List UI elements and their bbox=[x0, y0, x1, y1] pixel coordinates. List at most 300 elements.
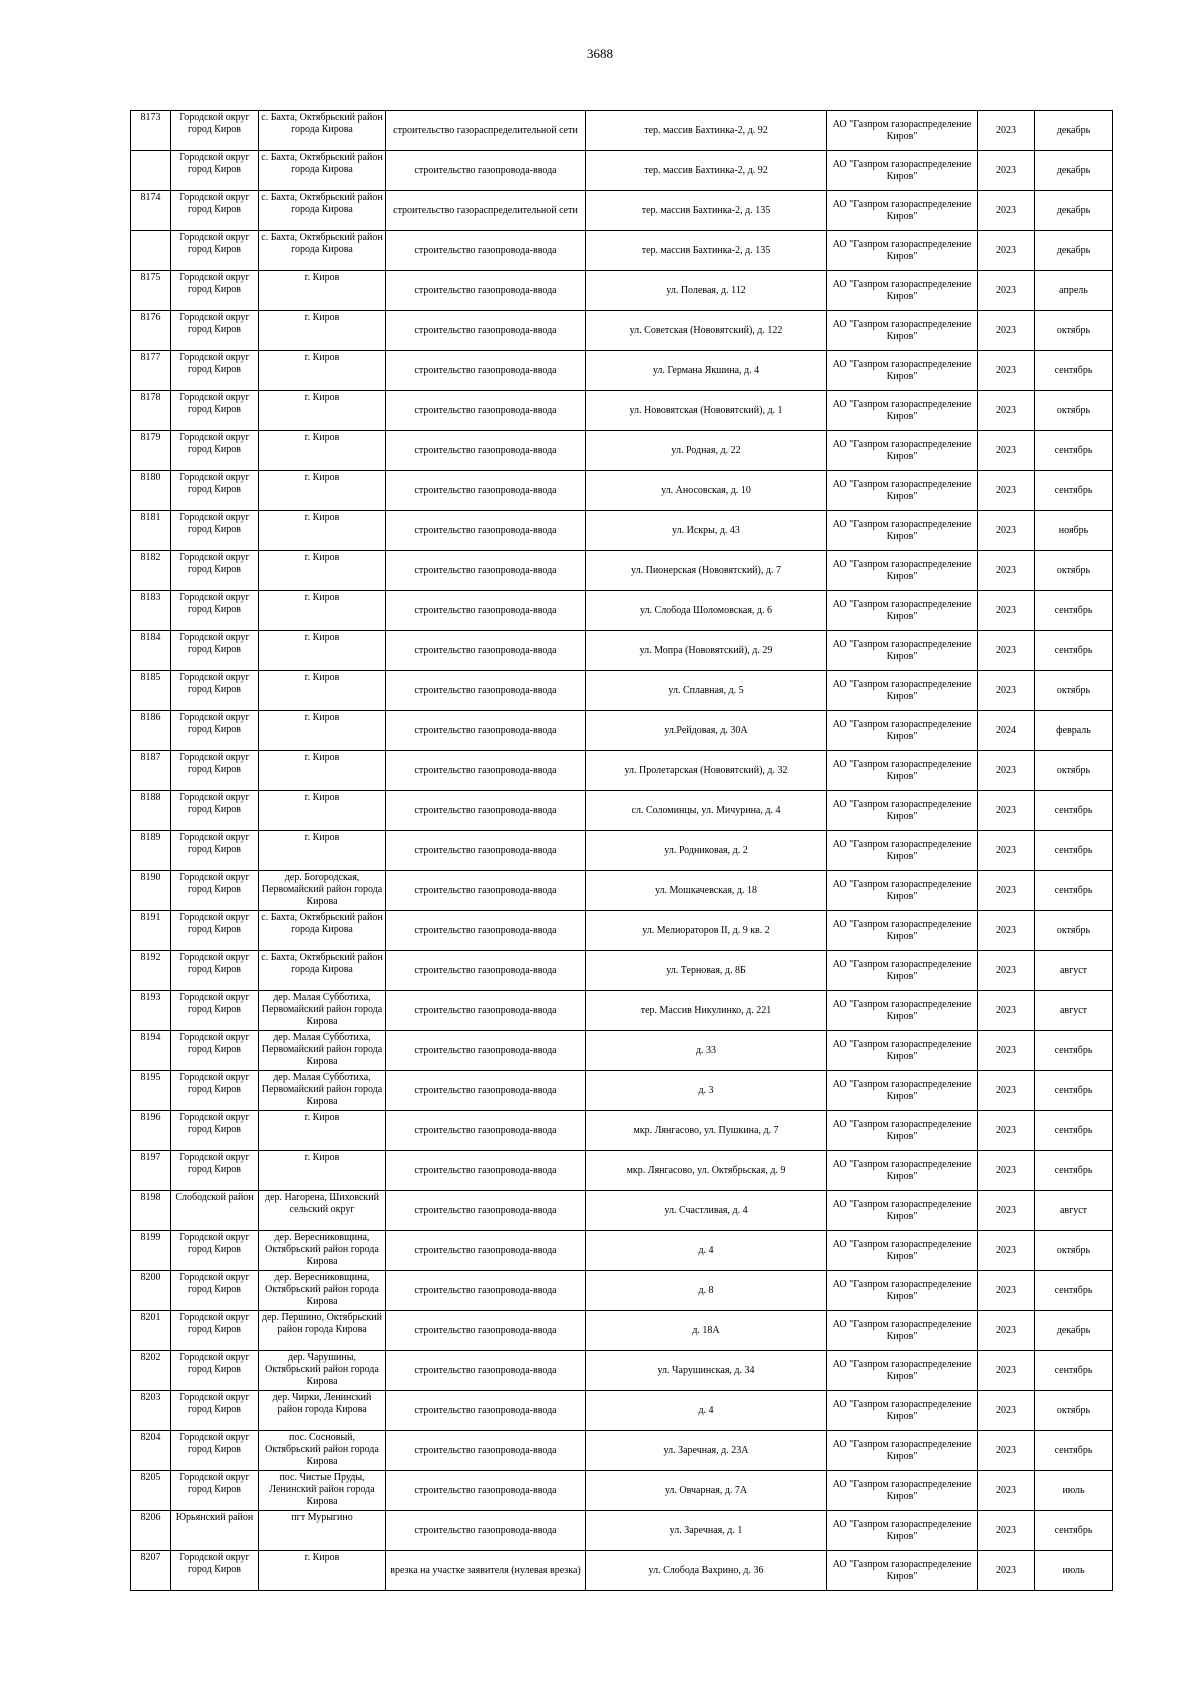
year-cell-text: 2023 bbox=[996, 324, 1016, 336]
locality-cell-text: г. Киров bbox=[304, 552, 340, 563]
row-number-text: 8182 bbox=[140, 552, 161, 563]
work-type-cell-text: строительство газопровода-ввода bbox=[414, 404, 557, 416]
organization-cell-text: АО "Газпром газораспределение Киров" bbox=[832, 1238, 972, 1262]
municipality-cell bbox=[171, 471, 259, 511]
municipality-cell bbox=[171, 1391, 259, 1431]
work-type-cell bbox=[386, 471, 586, 511]
year-cell-text: 2023 bbox=[996, 1284, 1016, 1296]
organization-cell-text: АО "Газпром газораспределение Киров" bbox=[832, 1558, 972, 1582]
row-number-text: 8198 bbox=[140, 1192, 161, 1203]
work-type-cell-text: строительство газопровода-ввода bbox=[414, 324, 557, 336]
municipality-cell bbox=[171, 1271, 259, 1311]
organization-cell bbox=[827, 1271, 978, 1311]
locality-cell-text: с. Бахта, Октябрьский район города Кирова bbox=[261, 152, 383, 175]
year-cell bbox=[978, 1071, 1035, 1111]
organization-cell-text: АО "Газпром газораспределение Киров" bbox=[832, 1318, 972, 1342]
year-cell-text: 2023 bbox=[996, 644, 1016, 656]
locality-cell-text: с. Бахта, Октябрьский район города Кирова bbox=[261, 192, 383, 215]
work-type-cell-text: строительство газопровода-ввода bbox=[414, 764, 557, 776]
locality-cell-text: с. Бахта, Октябрьский район города Кирова bbox=[261, 912, 383, 935]
row-number-text: 8200 bbox=[140, 1272, 161, 1283]
month-cell-text: август bbox=[1059, 964, 1088, 976]
address-cell bbox=[586, 1191, 827, 1231]
month-cell-text: декабрь bbox=[1056, 204, 1091, 216]
work-type-cell-text: строительство газопровода-ввода bbox=[414, 1404, 557, 1416]
locality-cell bbox=[259, 151, 386, 191]
year-cell bbox=[978, 991, 1035, 1031]
work-type-cell bbox=[386, 191, 586, 231]
row-number bbox=[131, 191, 171, 231]
organization-cell-text: АО "Газпром газораспределение Киров" bbox=[832, 1078, 972, 1102]
year-cell-text: 2023 bbox=[996, 964, 1016, 976]
organization-cell bbox=[827, 1511, 978, 1551]
address-cell bbox=[586, 631, 827, 671]
address-cell bbox=[586, 791, 827, 831]
address-cell-text: ул. Мелиораторов II, д. 9 кв. 2 bbox=[642, 924, 770, 936]
organization-cell bbox=[827, 951, 978, 991]
row-number bbox=[131, 1151, 171, 1191]
municipality-cell bbox=[171, 151, 259, 191]
locality-cell bbox=[259, 911, 386, 951]
address-cell-text: ул. Слобода Шоломовская, д. 6 bbox=[639, 604, 773, 616]
work-type-cell-text: строительство газопровода-ввода bbox=[414, 1204, 557, 1216]
municipality-cell-text: Городской округ город Киров bbox=[179, 952, 250, 975]
municipality-cell bbox=[171, 991, 259, 1031]
locality-cell bbox=[259, 1151, 386, 1191]
municipality-cell-text: Городской округ город Киров bbox=[179, 1432, 250, 1455]
organization-cell bbox=[827, 311, 978, 351]
month-cell bbox=[1035, 1071, 1113, 1111]
municipality-cell bbox=[171, 791, 259, 831]
work-type-cell-text: строительство газопровода-ввода bbox=[414, 1164, 557, 1176]
locality-cell-text: пос. Чистые Пруды, Ленинский район города Кирова bbox=[269, 1472, 375, 1507]
month-cell-text: сентябрь bbox=[1054, 884, 1093, 896]
locality-cell bbox=[259, 551, 386, 591]
address-cell-text: ул. Советская (Нововятский), д. 122 bbox=[629, 324, 783, 336]
organization-cell bbox=[827, 511, 978, 551]
table-row bbox=[131, 711, 1113, 751]
municipality-cell bbox=[171, 951, 259, 991]
address-cell-text: тер. массив Бахтинка-2, д. 135 bbox=[641, 244, 771, 256]
year-cell-text: 2023 bbox=[996, 1164, 1016, 1176]
year-cell-text: 2023 bbox=[996, 764, 1016, 776]
municipality-cell-text: Городской округ город Киров bbox=[179, 792, 250, 815]
work-type-cell-text: строительство газопровода-ввода bbox=[414, 844, 557, 856]
row-number-text: 8187 bbox=[140, 752, 161, 763]
work-type-cell bbox=[386, 1191, 586, 1231]
table-row bbox=[131, 1191, 1113, 1231]
address-cell bbox=[586, 511, 827, 551]
address-cell bbox=[586, 431, 827, 471]
month-cell bbox=[1035, 911, 1113, 951]
row-number-text: 8204 bbox=[140, 1432, 161, 1443]
organization-cell-text: АО "Газпром газораспределение Киров" bbox=[832, 438, 972, 462]
address-cell-text: мкр. Лянгасово, ул. Пушкина, д. 7 bbox=[633, 1124, 779, 1136]
municipality-cell bbox=[171, 111, 259, 151]
organization-cell bbox=[827, 1311, 978, 1351]
municipality-cell bbox=[171, 311, 259, 351]
municipality-cell-text: Городской округ город Киров bbox=[179, 192, 250, 215]
address-cell bbox=[586, 1471, 827, 1511]
table-row bbox=[131, 631, 1113, 671]
address-cell bbox=[586, 551, 827, 591]
year-cell bbox=[978, 1351, 1035, 1391]
row-number bbox=[131, 1551, 171, 1591]
month-cell-text: декабрь bbox=[1056, 164, 1091, 176]
table-row bbox=[131, 1231, 1113, 1271]
municipality-cell bbox=[171, 231, 259, 271]
organization-cell-text: АО "Газпром газораспределение Киров" bbox=[832, 1358, 972, 1382]
work-type-cell bbox=[386, 1311, 586, 1351]
organization-cell-text: АО "Газпром газораспределение Киров" bbox=[832, 358, 972, 382]
month-cell bbox=[1035, 751, 1113, 791]
address-cell-text: ул. Терновая, д. 8Б bbox=[666, 964, 746, 976]
month-cell-text: октябрь bbox=[1056, 1244, 1091, 1256]
municipality-cell-text: Городской округ город Киров bbox=[179, 232, 250, 255]
month-cell-text: август bbox=[1059, 1204, 1088, 1216]
year-cell-text: 2023 bbox=[996, 1564, 1016, 1576]
page-number: 3688 bbox=[587, 46, 613, 61]
municipality-cell bbox=[171, 351, 259, 391]
organization-cell bbox=[827, 871, 978, 911]
municipality-cell-text: Городской округ город Киров bbox=[179, 272, 250, 295]
table-body bbox=[131, 111, 1113, 1591]
organization-cell bbox=[827, 671, 978, 711]
row-number-text: 8206 bbox=[140, 1512, 161, 1523]
month-cell-text: апрель bbox=[1059, 284, 1088, 296]
address-cell bbox=[586, 191, 827, 231]
work-type-cell-text: строительство газопровода-ввода bbox=[414, 1044, 557, 1056]
row-number bbox=[131, 1031, 171, 1071]
month-cell-text: октябрь bbox=[1056, 324, 1091, 336]
address-cell bbox=[586, 831, 827, 871]
organization-cell bbox=[827, 1031, 978, 1071]
organization-cell bbox=[827, 391, 978, 431]
organization-cell-text: АО "Газпром газораспределение Киров" bbox=[832, 598, 972, 622]
row-number bbox=[131, 1431, 171, 1471]
year-cell-text: 2023 bbox=[996, 1364, 1016, 1376]
locality-cell bbox=[259, 1031, 386, 1071]
municipality-cell bbox=[171, 1031, 259, 1071]
locality-cell bbox=[259, 1351, 386, 1391]
work-type-cell bbox=[386, 1031, 586, 1071]
municipality-cell bbox=[171, 511, 259, 551]
locality-cell bbox=[259, 991, 386, 1031]
municipality-cell-text: Юрьянский район bbox=[175, 1512, 254, 1523]
address-cell bbox=[586, 151, 827, 191]
municipality-cell bbox=[171, 1311, 259, 1351]
row-number bbox=[131, 711, 171, 751]
work-type-cell-text: строительство газопровода-ввода bbox=[414, 804, 557, 816]
organization-cell bbox=[827, 711, 978, 751]
table-row bbox=[131, 831, 1113, 871]
municipality-cell-text: Городской округ город Киров bbox=[179, 1232, 250, 1255]
municipality-cell-text: Городской округ город Киров bbox=[179, 152, 250, 175]
month-cell bbox=[1035, 791, 1113, 831]
month-cell-text: сентябрь bbox=[1054, 604, 1093, 616]
address-cell-text: тер. массив Бахтинка-2, д. 135 bbox=[641, 204, 771, 216]
month-cell bbox=[1035, 231, 1113, 271]
month-cell bbox=[1035, 831, 1113, 871]
row-number bbox=[131, 591, 171, 631]
municipality-cell bbox=[171, 391, 259, 431]
municipality-cell-text: Городской округ город Киров bbox=[179, 1152, 250, 1175]
organization-cell bbox=[827, 351, 978, 391]
month-cell-text: сентябрь bbox=[1054, 1084, 1093, 1096]
municipality-cell-text: Городской округ город Киров bbox=[179, 672, 250, 695]
address-cell-text: ул. Искры, д. 43 bbox=[672, 524, 740, 536]
address-cell-text: ул. Сплавная, д. 5 bbox=[668, 684, 744, 696]
month-cell bbox=[1035, 191, 1113, 231]
locality-cell bbox=[259, 391, 386, 431]
municipality-cell bbox=[171, 1471, 259, 1511]
organization-cell bbox=[827, 1111, 978, 1151]
month-cell-text: сентябрь bbox=[1054, 804, 1093, 816]
year-cell-text: 2023 bbox=[996, 1524, 1016, 1536]
municipality-cell-text: Городской округ город Киров bbox=[179, 432, 250, 455]
month-cell bbox=[1035, 1511, 1113, 1551]
row-number bbox=[131, 751, 171, 791]
month-cell bbox=[1035, 1471, 1113, 1511]
row-number-text: 8197 bbox=[140, 1152, 161, 1163]
row-number bbox=[131, 391, 171, 431]
work-type-cell bbox=[386, 1151, 586, 1191]
municipality-cell-text: Городской округ город Киров bbox=[179, 1392, 250, 1415]
municipality-cell bbox=[171, 711, 259, 751]
month-cell bbox=[1035, 311, 1113, 351]
locality-cell bbox=[259, 751, 386, 791]
year-cell bbox=[978, 1271, 1035, 1311]
organization-cell-text: АО "Газпром газораспределение Киров" bbox=[832, 638, 972, 662]
work-type-cell bbox=[386, 271, 586, 311]
month-cell-text: октябрь bbox=[1056, 764, 1091, 776]
locality-cell bbox=[259, 1191, 386, 1231]
locality-cell-text: г. Киров bbox=[304, 752, 340, 763]
organization-cell-text: АО "Газпром газораспределение Киров" bbox=[832, 678, 972, 702]
year-cell bbox=[978, 551, 1035, 591]
municipality-cell-text: Городской округ город Киров bbox=[179, 1272, 250, 1295]
row-number-text: 8186 bbox=[140, 712, 161, 723]
table-row bbox=[131, 551, 1113, 591]
municipality-cell-text: Городской округ город Киров bbox=[179, 752, 250, 775]
year-cell-text: 2023 bbox=[996, 1444, 1016, 1456]
organization-cell-text: АО "Газпром газораспределение Киров" bbox=[832, 1158, 972, 1182]
row-number bbox=[131, 551, 171, 591]
month-cell-text: сентябрь bbox=[1054, 1364, 1093, 1376]
row-number bbox=[131, 991, 171, 1031]
municipality-cell bbox=[171, 631, 259, 671]
table-row bbox=[131, 191, 1113, 231]
work-type-cell bbox=[386, 1351, 586, 1391]
organization-cell bbox=[827, 1351, 978, 1391]
locality-cell bbox=[259, 271, 386, 311]
address-cell-text: ул. Пролетарская (Нововятский), д. 32 bbox=[624, 764, 788, 776]
work-type-cell bbox=[386, 151, 586, 191]
month-cell bbox=[1035, 1551, 1113, 1591]
address-cell bbox=[586, 1351, 827, 1391]
work-type-cell-text: строительство газопровода-ввода bbox=[414, 1484, 557, 1496]
work-type-cell bbox=[386, 1511, 586, 1551]
work-type-cell-text: врезка на участке заявителя (нулевая врезка) bbox=[390, 1564, 581, 1576]
work-type-cell-text: строительство газопровода-ввода bbox=[414, 1004, 557, 1016]
work-type-cell bbox=[386, 671, 586, 711]
work-type-cell-text: строительство газопровода-ввода bbox=[414, 604, 557, 616]
year-cell bbox=[978, 631, 1035, 671]
work-type-cell bbox=[386, 1551, 586, 1591]
organization-cell bbox=[827, 991, 978, 1031]
municipality-cell-text: Городской округ город Киров bbox=[179, 1552, 250, 1575]
year-cell-text: 2023 bbox=[996, 284, 1016, 296]
work-type-cell-text: строительство газопровода-ввода bbox=[414, 1364, 557, 1376]
row-number-text: 8177 bbox=[140, 352, 161, 363]
row-number bbox=[131, 271, 171, 311]
row-number bbox=[131, 1071, 171, 1111]
month-cell-text: сентябрь bbox=[1054, 484, 1093, 496]
table-row bbox=[131, 351, 1113, 391]
table-row bbox=[131, 431, 1113, 471]
municipality-cell-text: Городской округ город Киров bbox=[179, 632, 250, 655]
address-cell-text: ул. Полевая, д. 112 bbox=[666, 284, 746, 296]
locality-cell bbox=[259, 471, 386, 511]
work-type-cell-text: строительство газораспределительной сети bbox=[393, 124, 578, 136]
year-cell-text: 2023 bbox=[996, 804, 1016, 816]
address-cell bbox=[586, 911, 827, 951]
address-cell bbox=[586, 1031, 827, 1071]
row-number-text: 8176 bbox=[140, 312, 161, 323]
year-cell-text: 2023 bbox=[996, 1484, 1016, 1496]
row-number-text: 8192 bbox=[140, 952, 161, 963]
municipality-cell-text: Городской округ город Киров bbox=[179, 712, 250, 735]
address-cell bbox=[586, 991, 827, 1031]
locality-cell bbox=[259, 511, 386, 551]
year-cell-text: 2023 bbox=[996, 1324, 1016, 1336]
row-number-text: 8183 bbox=[140, 592, 161, 603]
month-cell bbox=[1035, 1111, 1113, 1151]
address-cell bbox=[586, 1071, 827, 1111]
work-type-cell bbox=[386, 391, 586, 431]
municipality-cell bbox=[171, 751, 259, 791]
month-cell-text: сентябрь bbox=[1054, 1164, 1093, 1176]
row-number bbox=[131, 871, 171, 911]
year-cell bbox=[978, 1391, 1035, 1431]
address-cell-text: тер. массив Бахтинка-2, д. 92 bbox=[644, 164, 768, 176]
work-type-cell-text: строительство газопровода-ввода bbox=[414, 524, 557, 536]
row-number bbox=[131, 431, 171, 471]
table-row bbox=[131, 1071, 1113, 1111]
locality-cell bbox=[259, 111, 386, 151]
year-cell-text: 2023 bbox=[996, 844, 1016, 856]
address-cell-text: ул. Мопра (Нововятский), д. 29 bbox=[639, 644, 773, 656]
month-cell-text: сентябрь bbox=[1054, 1044, 1093, 1056]
locality-cell-text: пгт Мурыгино bbox=[291, 1512, 353, 1523]
locality-cell-text: г. Киров bbox=[304, 392, 340, 403]
locality-cell bbox=[259, 1311, 386, 1351]
month-cell-text: ноябрь bbox=[1058, 524, 1089, 536]
row-number-text: 8174 bbox=[140, 192, 161, 203]
year-cell-text: 2023 bbox=[996, 1244, 1016, 1256]
locality-cell-text: с. Бахта, Октябрьский район города Кирова bbox=[261, 232, 383, 255]
work-type-cell-text: строительство газопровода-ввода bbox=[414, 724, 557, 736]
row-number bbox=[131, 511, 171, 551]
row-number bbox=[131, 1111, 171, 1151]
year-cell bbox=[978, 871, 1035, 911]
municipality-cell bbox=[171, 1351, 259, 1391]
year-cell-text: 2023 bbox=[996, 564, 1016, 576]
address-cell bbox=[586, 671, 827, 711]
address-cell-text: ул. Родная, д. 22 bbox=[671, 444, 741, 456]
address-cell-text: сл. Соломинцы, ул. Мичурина, д. 4 bbox=[631, 804, 781, 816]
organization-cell bbox=[827, 551, 978, 591]
address-cell-text: д. 4 bbox=[698, 1404, 714, 1416]
month-cell bbox=[1035, 1311, 1113, 1351]
year-cell bbox=[978, 311, 1035, 351]
organization-cell bbox=[827, 1191, 978, 1231]
organization-cell-text: АО "Газпром газораспределение Киров" bbox=[832, 1438, 972, 1462]
year-cell bbox=[978, 111, 1035, 151]
organization-cell bbox=[827, 631, 978, 671]
year-cell-text: 2023 bbox=[996, 1004, 1016, 1016]
address-cell-text: мкр. Лянгасово, ул. Октябрьская, д. 9 bbox=[626, 1164, 786, 1176]
year-cell-text: 2024 bbox=[996, 724, 1016, 736]
year-cell bbox=[978, 1431, 1035, 1471]
row-number-text: 8201 bbox=[140, 1312, 161, 1323]
row-number bbox=[131, 231, 171, 271]
year-cell bbox=[978, 951, 1035, 991]
locality-cell-text: г. Киров bbox=[304, 672, 340, 683]
row-number-text: 8184 bbox=[140, 632, 161, 643]
locality-cell-text: дер. Малая Субботиха, Первомайский район города Кирова bbox=[261, 1072, 383, 1107]
year-cell-text: 2023 bbox=[996, 444, 1016, 456]
table-row bbox=[131, 951, 1113, 991]
work-type-cell-text: строительство газопровода-ввода bbox=[414, 684, 557, 696]
locality-cell-text: г. Киров bbox=[304, 792, 340, 803]
year-cell-text: 2023 bbox=[996, 404, 1016, 416]
work-type-cell bbox=[386, 551, 586, 591]
organization-cell bbox=[827, 1471, 978, 1511]
organization-cell bbox=[827, 831, 978, 871]
address-cell-text: ул. Германа Якшина, д. 4 bbox=[652, 364, 760, 376]
row-number bbox=[131, 911, 171, 951]
table-row bbox=[131, 1271, 1113, 1311]
year-cell-text: 2023 bbox=[996, 484, 1016, 496]
municipality-cell bbox=[171, 1071, 259, 1111]
table-row bbox=[131, 1151, 1113, 1191]
year-cell bbox=[978, 511, 1035, 551]
year-cell bbox=[978, 711, 1035, 751]
locality-cell bbox=[259, 1071, 386, 1111]
locality-cell bbox=[259, 1551, 386, 1591]
locality-cell-text: дер. Чирки, Ленинский район города Кирова bbox=[272, 1392, 372, 1415]
address-cell bbox=[586, 591, 827, 631]
month-cell-text: октябрь bbox=[1056, 684, 1091, 696]
table-row bbox=[131, 231, 1113, 271]
month-cell bbox=[1035, 271, 1113, 311]
municipality-cell-text: Городской округ город Киров bbox=[179, 472, 250, 495]
month-cell-text: сентябрь bbox=[1054, 844, 1093, 856]
row-number-text: 8202 bbox=[140, 1352, 161, 1363]
locality-cell-text: пос. Сосновый, Октябрьский район города Кирова bbox=[265, 1432, 379, 1467]
locality-cell bbox=[259, 311, 386, 351]
address-cell-text: д. 8 bbox=[698, 1284, 714, 1296]
row-number bbox=[131, 1191, 171, 1231]
table-row bbox=[131, 1511, 1113, 1551]
address-cell bbox=[586, 951, 827, 991]
organization-cell bbox=[827, 911, 978, 951]
row-number bbox=[131, 1391, 171, 1431]
organization-cell bbox=[827, 1431, 978, 1471]
row-number bbox=[131, 1471, 171, 1511]
locality-cell bbox=[259, 1431, 386, 1471]
